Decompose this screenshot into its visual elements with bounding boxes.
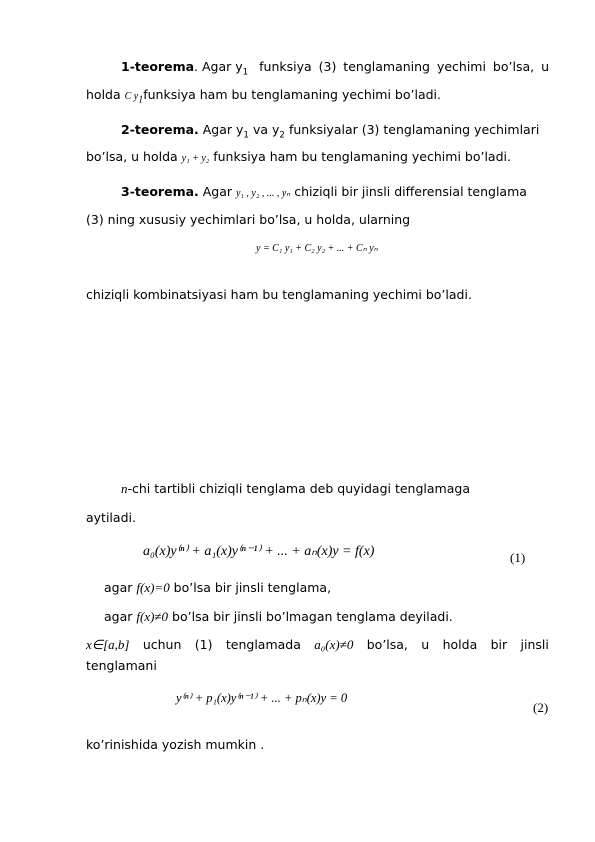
theorem-3-math: y₁ , y₂ , ... , yₙ: [236, 188, 291, 199]
nf-word: (1): [194, 637, 213, 652]
theorem-2-line-1: [121, 122, 549, 141]
theorem-1-sub: 1: [242, 67, 249, 78]
normal-form-line-1: [86, 637, 549, 653]
nf-word: tenglamada: [225, 637, 301, 652]
equation-2-number: (2): [533, 700, 549, 715]
homogeneous-rest: bo’lsa bir jinsli tenglama,: [169, 580, 332, 595]
theorem-1-math-sub: 1: [138, 94, 144, 106]
nf-word: jinsli: [520, 637, 549, 652]
theorem-2-title: 2-teorema.: [121, 122, 199, 137]
definition-n-var: n: [121, 481, 128, 496]
equation-2: y⁽ⁿ⁾ + p₁(x)y⁽ⁿ⁻¹⁾ + ... + pₙ(x)y = 0: [176, 691, 348, 705]
theorem-2-line-2: [86, 149, 511, 167]
homogeneous-math: f(x)=0: [136, 580, 170, 595]
normal-form-line-3: ko’rinishida yozish mumkin .: [86, 737, 265, 752]
theorem-3-formula: y = C₁ y₁ + C₂ y₂ + ... + Cₙ yₙ: [256, 243, 378, 254]
normal-form-line-2: tenglamani: [86, 658, 157, 673]
nonhomogeneous-line: [104, 609, 453, 625]
theorem-2-line-2-pre: bo’lsa, u holda: [86, 149, 182, 164]
theorem-3-pre: Agar: [198, 184, 237, 199]
theorem-2-mid: va y: [249, 122, 280, 137]
theorem-2-line-2-rest: funksiya ham bu tenglamaning yechimi bo’ladi.: [209, 149, 511, 164]
theorem-3-title: 3-teorema.: [121, 184, 199, 199]
definition-line-2: aytiladi.: [86, 510, 136, 525]
theorem-2-text: Agar y: [198, 122, 244, 137]
nf-word: holda: [442, 637, 478, 652]
nonhomogeneous-rest: bo’lsa bir jinsli bo’lmagan tenglama deyiladi.: [168, 609, 453, 624]
nf-word: uchun: [142, 637, 182, 652]
nf-word: x∈[a,b]: [86, 637, 130, 652]
definition-text: -chi tartibli chiziqli tenglama deb quyidagi tenglamaga: [127, 481, 470, 496]
nf-word: bo’lsa,: [366, 637, 408, 652]
theorem-1-line-2-pre: holda: [86, 87, 125, 102]
theorem-2-sub-2: 2: [279, 130, 285, 141]
theorem-1-line-2-rest: funksiya ham bu tenglamaning yechimi bo’ladi.: [143, 87, 441, 102]
nf-word: u: [421, 637, 430, 652]
nonhomogeneous-pre: agar: [104, 609, 137, 624]
theorem-1-line-2: [86, 87, 441, 105]
theorem-1-text-rest: funksiya (3) tenglamaning yechimi bo’lsa, u: [259, 59, 549, 74]
homogeneous-line: [104, 580, 331, 596]
theorem-3-line-2: (3) ning xususiy yechimlari bo’lsa, u holda, ularning: [86, 212, 411, 227]
theorem-1-title: 1-teorema: [121, 59, 195, 74]
definition-line-1: [121, 481, 470, 497]
homogeneous-pre: agar: [104, 580, 137, 595]
nf-word: bir: [490, 637, 508, 652]
theorem-3-line-3: chiziqli kombinatsiyasi ham bu tenglamaning yechimi bo’ladi.: [86, 287, 472, 302]
nf-word: a₀(x)≠0: [314, 637, 354, 652]
theorem-2-math: y₁ + y₂: [181, 153, 210, 164]
theorem-2-sub-1: 1: [243, 130, 249, 141]
theorem-1-text: . Agar y: [194, 59, 243, 74]
equation-1-number: (1): [510, 550, 526, 565]
equation-1: a₀(x)y⁽ⁿ⁾ + a₁(x)y⁽ⁿ⁻¹⁾ + ... + aₙ(x)y = f(x): [143, 544, 375, 559]
theorem-3-line-1: [121, 184, 549, 202]
theorem-1-math: C y: [124, 91, 139, 102]
theorem-1-line-1: [121, 59, 549, 78]
nonhomogeneous-math: f(x)≠0: [136, 609, 169, 624]
theorem-3-text-rest: chiziqli bir jinsli differensial tenglama: [290, 184, 527, 199]
theorem-2-text-rest: funksiyalar (3) tenglamaning yechimlari: [284, 122, 540, 137]
